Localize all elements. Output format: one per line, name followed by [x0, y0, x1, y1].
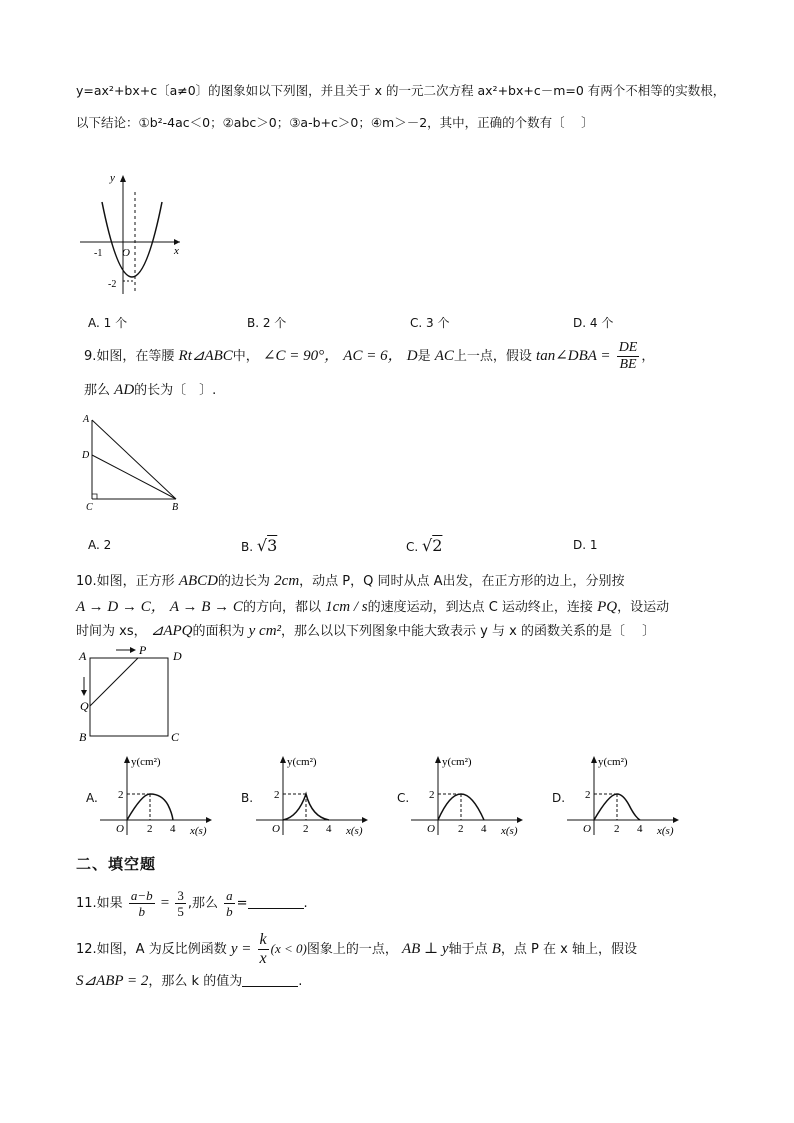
q8-y-label: y [110, 172, 115, 184]
q10-a-origin: O [116, 823, 124, 835]
q10-label-q: Q [80, 699, 89, 713]
q10-option-c-graph[interactable] [411, 753, 529, 837]
q10-d-y-label: y(cm²) [598, 756, 628, 768]
q9-option-a[interactable]: A. 2 [88, 538, 112, 552]
q8-parabola-graph [80, 172, 190, 297]
q8-option-b[interactable]: B. 2 个 [247, 316, 287, 330]
q10-c-two-y: 2 [429, 789, 435, 801]
q10-d-two-x: 2 [614, 823, 620, 835]
q10-c-y-label: y(cm²) [442, 756, 472, 768]
q12-line2: S⊿ABP = 2，那么 k 的值为 . [76, 973, 303, 989]
q10-option-a-graph[interactable] [100, 753, 218, 837]
q8-option-a[interactable]: A. 1 个 [88, 316, 128, 330]
q10-b-y-label: y(cm²) [287, 756, 317, 768]
q10-a-x-label: x(s) [190, 825, 207, 837]
q10-label-b: B [79, 730, 87, 743]
q8-neg1-label: -1 [94, 248, 103, 259]
q10-d-origin: O [583, 823, 591, 835]
q10-d-two-y: 2 [585, 789, 591, 801]
q10-a-y-label: y(cm²) [131, 756, 161, 768]
q9-line1: 9.如图，在等腰 Rt⊿ABC中， ∠C = 90°， AC = 6， D是 AC上一点，假设 tan∠DBA = $\frac{DE}{BE}$ ， [84, 340, 655, 372]
q10-option-c-letter[interactable]: C. [397, 791, 410, 805]
q8-origin-label: O [122, 247, 130, 259]
q10-b-four-x: 4 [326, 823, 332, 835]
q10-c-four-x: 4 [481, 823, 487, 835]
q10-b-two-x: 2 [303, 823, 309, 835]
q9-triangle-figure [80, 410, 190, 515]
q9-label-c: C [86, 502, 93, 513]
section-title-fill-blank: 二、填空题 [76, 855, 157, 873]
q12-answer-blank[interactable] [242, 974, 298, 987]
q10-a-two-x: 2 [147, 823, 153, 835]
q12-line1: 12.如图，A 为反比例函数 y = $\frac{k}{x}$ (x < 0)图象上的一点， AB ⊥ y轴于点 B，点 P 在 x 轴上，假设 [76, 931, 637, 967]
q8-neg2-label: -2 [108, 279, 117, 290]
q11-answer-blank[interactable] [248, 896, 304, 909]
q10-line1: 10.如图，正方形 ABCD的边长为 2cm，动点 P，Q 同时从点 A出发，在正方形的边上，分别按 [76, 573, 625, 589]
q10-label-c: C [171, 730, 180, 743]
q10-option-d-graph[interactable] [567, 753, 685, 837]
q10-d-x-label: x(s) [657, 825, 674, 837]
q10-a-four-x: 4 [170, 823, 176, 835]
q9-option-d[interactable]: D. 1 [573, 538, 598, 552]
q8-option-c[interactable]: C. 3 个 [410, 316, 450, 330]
q9-label-b: B [172, 502, 179, 513]
q9-line2: 那么 AD的长为〔 〕. [84, 382, 217, 398]
q10-b-two-y: 2 [274, 789, 280, 801]
q10-option-a-letter[interactable]: A. [86, 791, 98, 805]
q10-option-b-graph[interactable] [256, 753, 374, 837]
q10-c-x-label: x(s) [501, 825, 518, 837]
q10-c-origin: O [427, 823, 435, 835]
q10-b-origin: O [272, 823, 280, 835]
q10-a-two-y: 2 [118, 789, 124, 801]
q10-label-d: D [173, 649, 182, 663]
q8-line2: 以下结论：①b²-4ac＜0；②abc＞0；③a-b+c＞0；④m＞－2，其中，正确的个数有〔 〕 [76, 115, 594, 130]
q9-label-a: A [83, 414, 90, 425]
q10-d-four-x: 4 [637, 823, 643, 835]
q10-option-d-letter[interactable]: D. [552, 791, 566, 805]
q10-label-p: P [139, 643, 147, 657]
q9-option-c[interactable]: C. √2 [406, 536, 443, 555]
q10-label-a: A [79, 649, 87, 663]
q10-line3: 时间为 xs， ⊿APQ的面积为 y cm²，那么以以下列图象中能大致表示 y 与 x 的函数关系的是〔 〕 [76, 623, 656, 639]
q10-b-x-label: x(s) [346, 825, 363, 837]
q8-option-d[interactable]: D. 4 个 [573, 316, 614, 330]
q11-line: 11.如果 $\frac{a-b}{b}$ = $\frac{3}{5}$ ,那么 $\frac{a}{b}$ = . [76, 888, 308, 919]
q9-option-b[interactable]: B. √3 [241, 536, 278, 555]
q10-line2: A → D → C， A → B → C的方向，都以 1cm / s的速度运动，到达点 C 运动终止，连接 PQ，设运动 [76, 599, 670, 615]
q9-label-d: D [82, 450, 90, 461]
q8-x-label: x [174, 245, 179, 257]
q10-square-figure [76, 643, 191, 743]
q10-option-b-letter[interactable]: B. [241, 791, 254, 805]
q8-line1: y=ax²+bx+c〔a≠0〕的图象如以下列图，并且关于 x 的一元二次方程 ax²+bx+c－m=0 有两个不相等的实数根， [76, 83, 726, 98]
q10-c-two-x: 2 [458, 823, 464, 835]
